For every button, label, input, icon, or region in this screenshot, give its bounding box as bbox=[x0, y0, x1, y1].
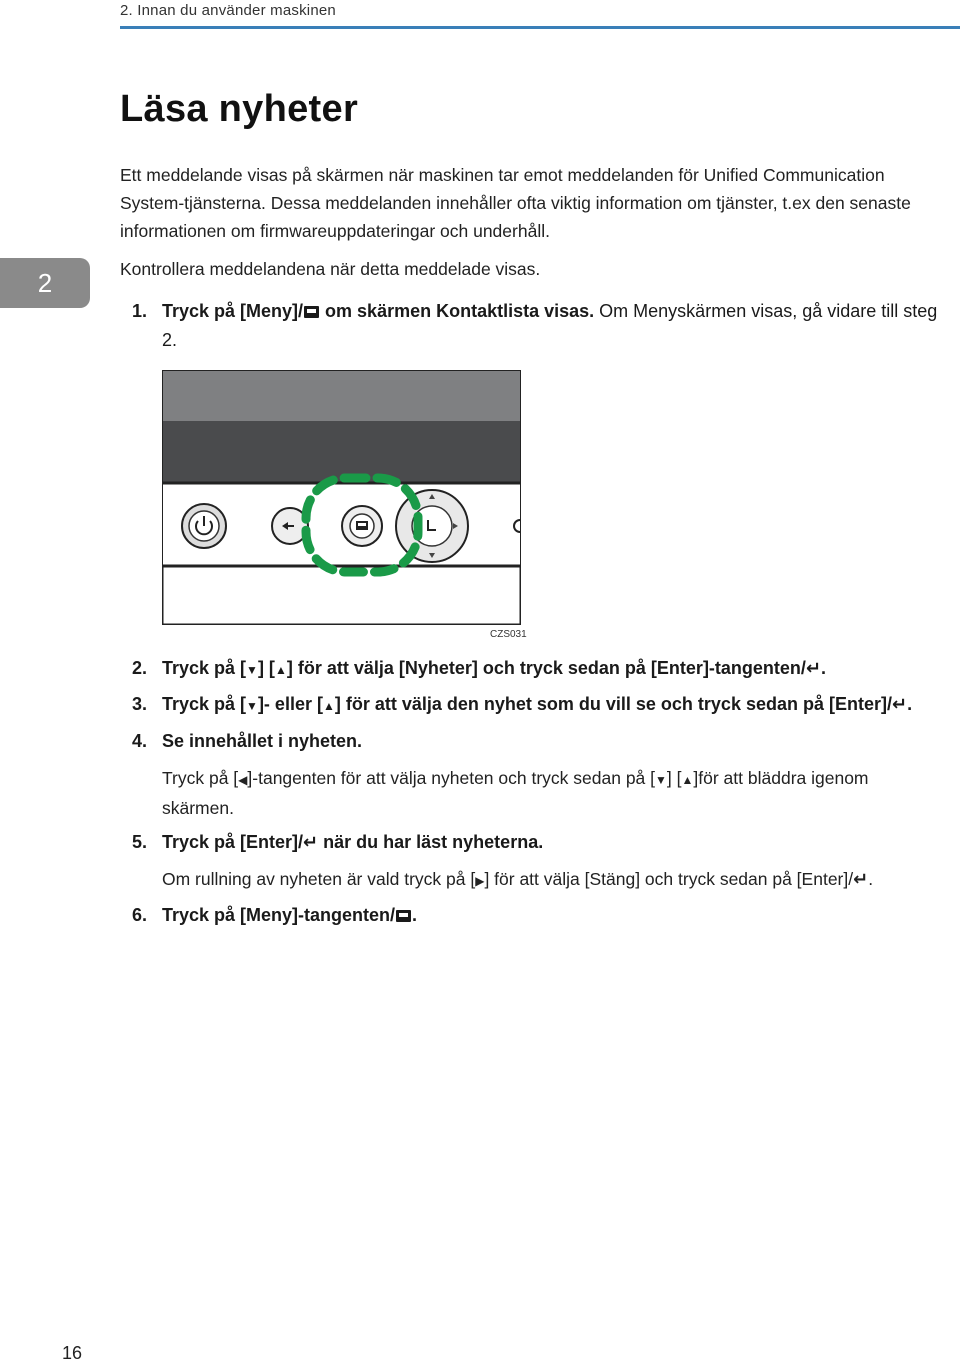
down-arrow-icon: ▼ bbox=[655, 773, 667, 787]
detail-text: ] för att välja [Stäng] och tryck sedan på [Enter]/ bbox=[484, 869, 854, 889]
up-arrow-icon: ▲ bbox=[681, 773, 694, 787]
step-number: 2. bbox=[132, 658, 148, 678]
step-text: Se innehållet i nyheten. bbox=[162, 731, 363, 751]
page-title: Läsa nyheter bbox=[120, 88, 359, 130]
step-text: ] för att välja den nyhet som du vill se och tryck sedan på [Enter]/ bbox=[334, 694, 892, 714]
intro-paragraph: Ett meddelande visas på skärmen när maskinen tar emot meddelanden för Unified Communication System-tjänsterna. Dessa meddelanden innehåller ofta viktig information om tjänster, t.ex den senaste informationen om firmwareuppdateringar och underhåll. bbox=[120, 165, 911, 241]
step-1 bbox=[132, 297, 952, 355]
chapter-number: 2 bbox=[37, 267, 53, 298]
enter-icon: ↵ bbox=[805, 658, 822, 678]
right-arrow-icon: ▶ bbox=[475, 874, 485, 888]
detail-text: ] [ bbox=[666, 768, 682, 788]
step-number: 3. bbox=[132, 694, 148, 714]
step-number: 5. bbox=[132, 832, 148, 852]
left-arrow-icon: ◀ bbox=[238, 773, 248, 787]
step-text: Om Menyskärmen visas, gå vidare till steg 2. bbox=[162, 301, 938, 350]
step-4 bbox=[132, 727, 952, 756]
step-number: 1. bbox=[132, 301, 148, 321]
step-6 bbox=[132, 901, 952, 930]
detail-text: Om rullning av nyheten är vald tryck på [ bbox=[162, 869, 476, 889]
enter-icon: ↵ bbox=[891, 694, 908, 714]
down-arrow-icon: ▼ bbox=[246, 699, 258, 713]
step-text: Tryck på [Meny]/ bbox=[162, 301, 304, 321]
menu-icon bbox=[396, 910, 411, 922]
step-2 bbox=[132, 654, 952, 685]
detail-text: Tryck på [ bbox=[162, 768, 239, 788]
down-arrow-icon: ▼ bbox=[246, 663, 258, 677]
detail-text: ]för att bläddra igenom skärmen. bbox=[162, 768, 869, 818]
step-4-detail bbox=[162, 764, 942, 822]
power-button-illustration bbox=[182, 504, 226, 548]
running-header: 2. Innan du använder maskinen bbox=[120, 2, 336, 19]
enter-icon: ↵ bbox=[303, 832, 319, 852]
step-3 bbox=[132, 690, 952, 721]
step-number: 4. bbox=[132, 731, 148, 751]
step-text: när du har läst nyheterna. bbox=[318, 832, 544, 852]
detail-text: ]-tangenten för att välja nyheten och tryck sedan på [ bbox=[247, 768, 656, 788]
step-text: om skärmen Kontaktlista visas. bbox=[320, 301, 595, 321]
step-text: . bbox=[907, 694, 913, 714]
step-5 bbox=[132, 828, 952, 857]
step-number: 6. bbox=[132, 905, 148, 925]
figure-label: CZS031 bbox=[490, 629, 527, 640]
page-number: 16 bbox=[62, 1343, 83, 1363]
step-5-detail bbox=[162, 865, 942, 895]
step-text: ] [ bbox=[257, 658, 275, 678]
step-text: Tryck på [ bbox=[162, 694, 247, 714]
menu-button-illustration bbox=[342, 506, 382, 546]
chapter-tab bbox=[0, 258, 90, 308]
note-paragraph: Kontrollera meddelandena när detta meddelade visas. bbox=[120, 259, 541, 279]
header-rule bbox=[120, 26, 960, 29]
navigation-wheel-illustration bbox=[396, 490, 468, 562]
up-arrow-icon: ▲ bbox=[274, 663, 287, 677]
step-text: ] för att välja [Nyheter] och tryck sedan på [Enter]-tangenten/ bbox=[286, 658, 806, 678]
enter-icon: ↵ bbox=[853, 869, 869, 889]
menu-icon bbox=[304, 306, 319, 318]
up-arrow-icon: ▲ bbox=[322, 699, 335, 713]
step-text: Tryck på [Enter]/ bbox=[162, 832, 304, 852]
step-text: . bbox=[821, 658, 827, 678]
detail-text: . bbox=[868, 869, 874, 889]
step-text: . bbox=[412, 905, 418, 925]
step-text: ]- eller [ bbox=[257, 694, 323, 714]
step-text: Tryck på [Meny]-tangenten/ bbox=[162, 905, 396, 925]
step-text: Tryck på [ bbox=[162, 658, 247, 678]
control-panel-illustration bbox=[162, 370, 521, 625]
